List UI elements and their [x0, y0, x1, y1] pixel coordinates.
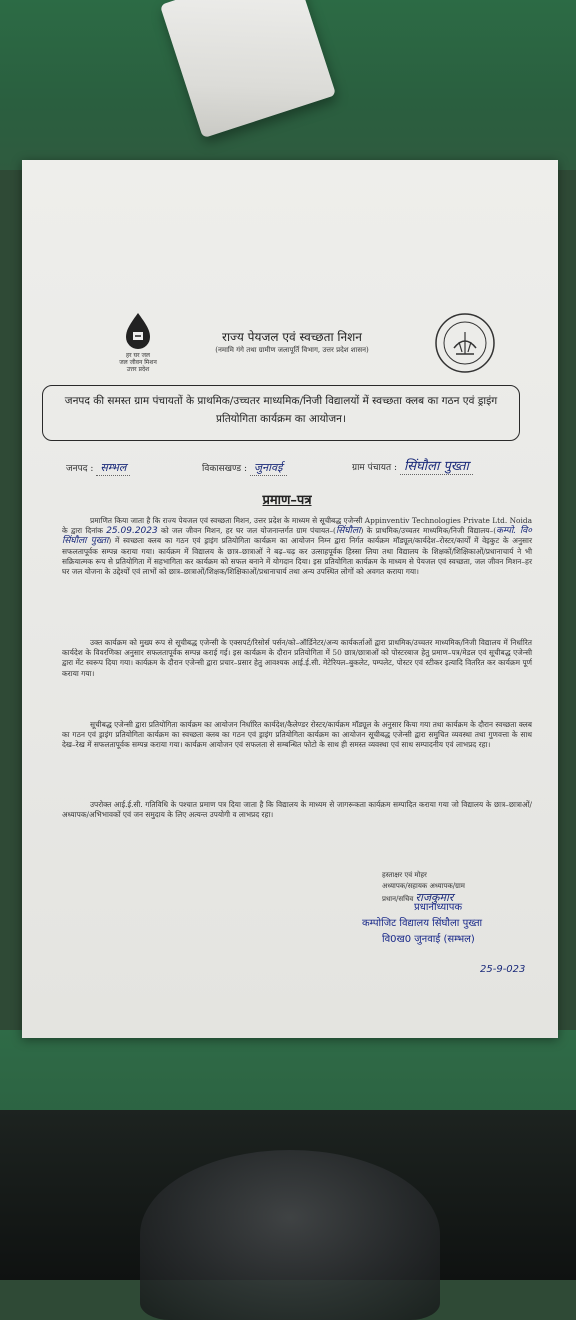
school-stamp — [362, 900, 562, 948]
paragraph-2: उक्त कार्यक्रम को मुख्य रूप से सूचीबद्ध एजेन्सी के एक्सपर्ट/रिसोर्स पर्सन/को–ऑर्डिनेटर/अन्य कार्यकर्ताओं द्वारा प्राथमिक/उच्चतर माध्यमिक/निजी विद्यालय में निर्धारित कार्यदेश के विवरणिका अनुसार सफलतापूर्वक सम्पन्न कराई गई। इस कार्यक्रम के दौरान प्रतियोगिता में 50 छात्र/छात्राओं को पोस्टरबाज हेतु प्रमाण–पत्र/मेडल एवं सूचीबद्ध एजेन्सी द्वारा मेंट स्वरूप दिया गया। कार्यक्रम के दौरान एजेन्सी द्वारा प्रचार–प्रसार हेतु आवश्यक आई.ई.सी. मेटेरियल–बुकलेट, पम्पलेट, पोस्टर एवं स्टीकर इत्यादि वितरित कर कार्यक्रम पूर्ण कराया गया। — [62, 638, 532, 678]
stamp-line-3: वि0ख0 जुनवाई (सम्भल) — [382, 934, 475, 945]
block-value: जुनावई — [250, 460, 287, 476]
signature-date: 25-9-023 — [480, 964, 526, 975]
jal-jeevan-mission-logo-icon — [118, 310, 158, 350]
paragraph-4: उपरोक्त आई.ई.सी. गतिविधि के पश्चात प्रमाण पत्र दिया जाता है कि विद्यालय के माध्यम से जागरूकता कार्यक्रम सम्पादित कराया गया जो विद्यालय के छात्र–छात्राओं/अध्यापक/अभिभावकों एवं जन समुदाय के लिए अत्यन्त उपयोगी व लाभप्रद रहा। — [62, 800, 532, 820]
shoe-shadow — [140, 1150, 440, 1320]
stamp-line-1: प्रधानाध्यापक — [414, 902, 463, 913]
signature-line-2: अध्यापक/सहायक अध्यापक/ग्राम — [382, 882, 465, 890]
stamp-line-2: कम्पोजिट विद्यालय सिंघौला पुख्ता — [362, 918, 483, 929]
logo-caption: हर घर जल जल जीवन मिशन उत्तर प्रदेश — [119, 352, 157, 373]
subject-box: जनपद की समस्त ग्राम पंचायतों के प्राथमिक/उच्चतर माध्यमिक/निजी विद्यालयों में स्वच्छता क्लब का गठन एवं ड्राइंग प्रतियोगिता कार्यक्रम का आयोजन। — [42, 385, 520, 441]
p1-school: कम्पो. वि० सिंघौला पुख्ता — [62, 526, 532, 547]
mission-title: राज्य पेयजल एवं स्वच्छता निशन — [222, 330, 362, 344]
block-field — [202, 460, 287, 476]
p1-gram-panchayat: सिंघौला — [335, 526, 361, 537]
certificate-title: प्रमाण–पत्र — [262, 493, 312, 508]
p1-part-c: ) के प्राथमिक/उच्चतर माध्यमिक/निजी विद्यालय–( — [360, 526, 497, 536]
district-value: सम्भल — [96, 460, 130, 476]
p1-part-b: को जल जीवन मिशन, हर घर जल योजनान्तर्गत ग्राम पंचायत–( — [161, 526, 336, 536]
panchayat-label: ग्राम पंचायत : — [352, 463, 398, 473]
signature-line-1: हस्ताक्षर एवं मोहर — [382, 871, 427, 879]
panchayat-field — [352, 456, 473, 475]
district-label: जनपद : — [66, 464, 94, 474]
mission-subtitle: (नमामि गंगे तथा ग्रामीण जलापूर्ति विभाग, उत्तर प्रदेश शासन) — [215, 346, 369, 354]
up-government-seal-icon — [434, 312, 496, 374]
green-cloth-bottom — [0, 1030, 576, 1120]
paragraph-1 — [62, 516, 532, 577]
certificate-document — [22, 160, 558, 1038]
paragraph-3: सूचीबद्ध एजेन्सी द्वारा प्रतियोगिता कार्यक्रम का आयोजन निर्धारित कार्यदेश/कैलेण्डर रोस्टर/कार्यक्रम मॉड्यूल के अनुसार किया गया तथा कार्यक्रम के दौरान स्वच्छता क्लब का गठन एवं ड्राइंग प्रतियोगिता कार्यक्रम का स्वच्छता क्लब का गठन एवं ड्राइंग प्रतियोगिता कार्यक्रम का आयोजन सूचीबद्ध एजेन्सी द्वारा समुचित व्यवस्था तथा गुणवत्ता के साथ देख–रेख में सफलतापूर्वक सम्पन्न कराया गया। कार्यक्रम आयोजन एवं सफलता से सम्बन्धित फोटो के साथ ही समस्त व्यवस्था एवं साथ सम्पादनीय एवं लाभप्रद रहा। — [62, 720, 532, 750]
p1-part-a: प्रमाणित किया जाता है कि राज्य पेयजल एवं स्वच्छता मिशन, उत्तर प्रदेश के माध्यम से सूचीबद्ध एजेन्सी Appinventiv Technologies Private Ltd. Noida के द्वारा दिनांक — [62, 516, 532, 536]
p1-part-d: ) में स्वच्छता क्लब का गठन एवं ड्राइंग प्रतियोगिता कार्यक्रम का आयोजन निम्न द्वारा निर्गत कार्यक्रम मॉड्यूल/कार्यदेश–रोस्टर/कार्यों में वेइकुट के अनुसार सफलतापूर्वक सम्पन्न कराया गया। कार्यक्रम में विद्यालय के छात्र–छात्राओं ने बढ़–चढ़ कर उत्साहपूर्वक हिस्सा लिया तथा विद्यालय के शिक्षकों/शिक्षिकाओं/प्रधानाचार्य ने भी सक्रियात्मक रूप से प्रतियोगिता में सहभागिता कर कार्यक्रम को सफल बनाने में योगदान दिया। इस प्रतियोगिता कार्यक्रम के माध्यम से पेयजल एवं स्वच्छता, जल जीवन मिशन–हर घर जल योजना के उद्देश्यों एवं लाभों को छात्र–छात्राओं/शिक्षक/शिक्षिकाओं/प्रधानाचार्य तथा अन्य उपस्थित लोगों को अवगत कराया गया। — [62, 536, 532, 577]
signature-handwritten: राजकुमार — [415, 891, 454, 904]
panchayat-value: सिंघौला पुख्ता — [400, 456, 473, 475]
block-label: विकासखण्ड : — [202, 464, 248, 474]
p1-date: 25.09.2023 — [106, 526, 158, 537]
signature-line-3: प्रधान/सचिव राजकुमार — [382, 891, 454, 904]
district-field — [66, 460, 130, 476]
